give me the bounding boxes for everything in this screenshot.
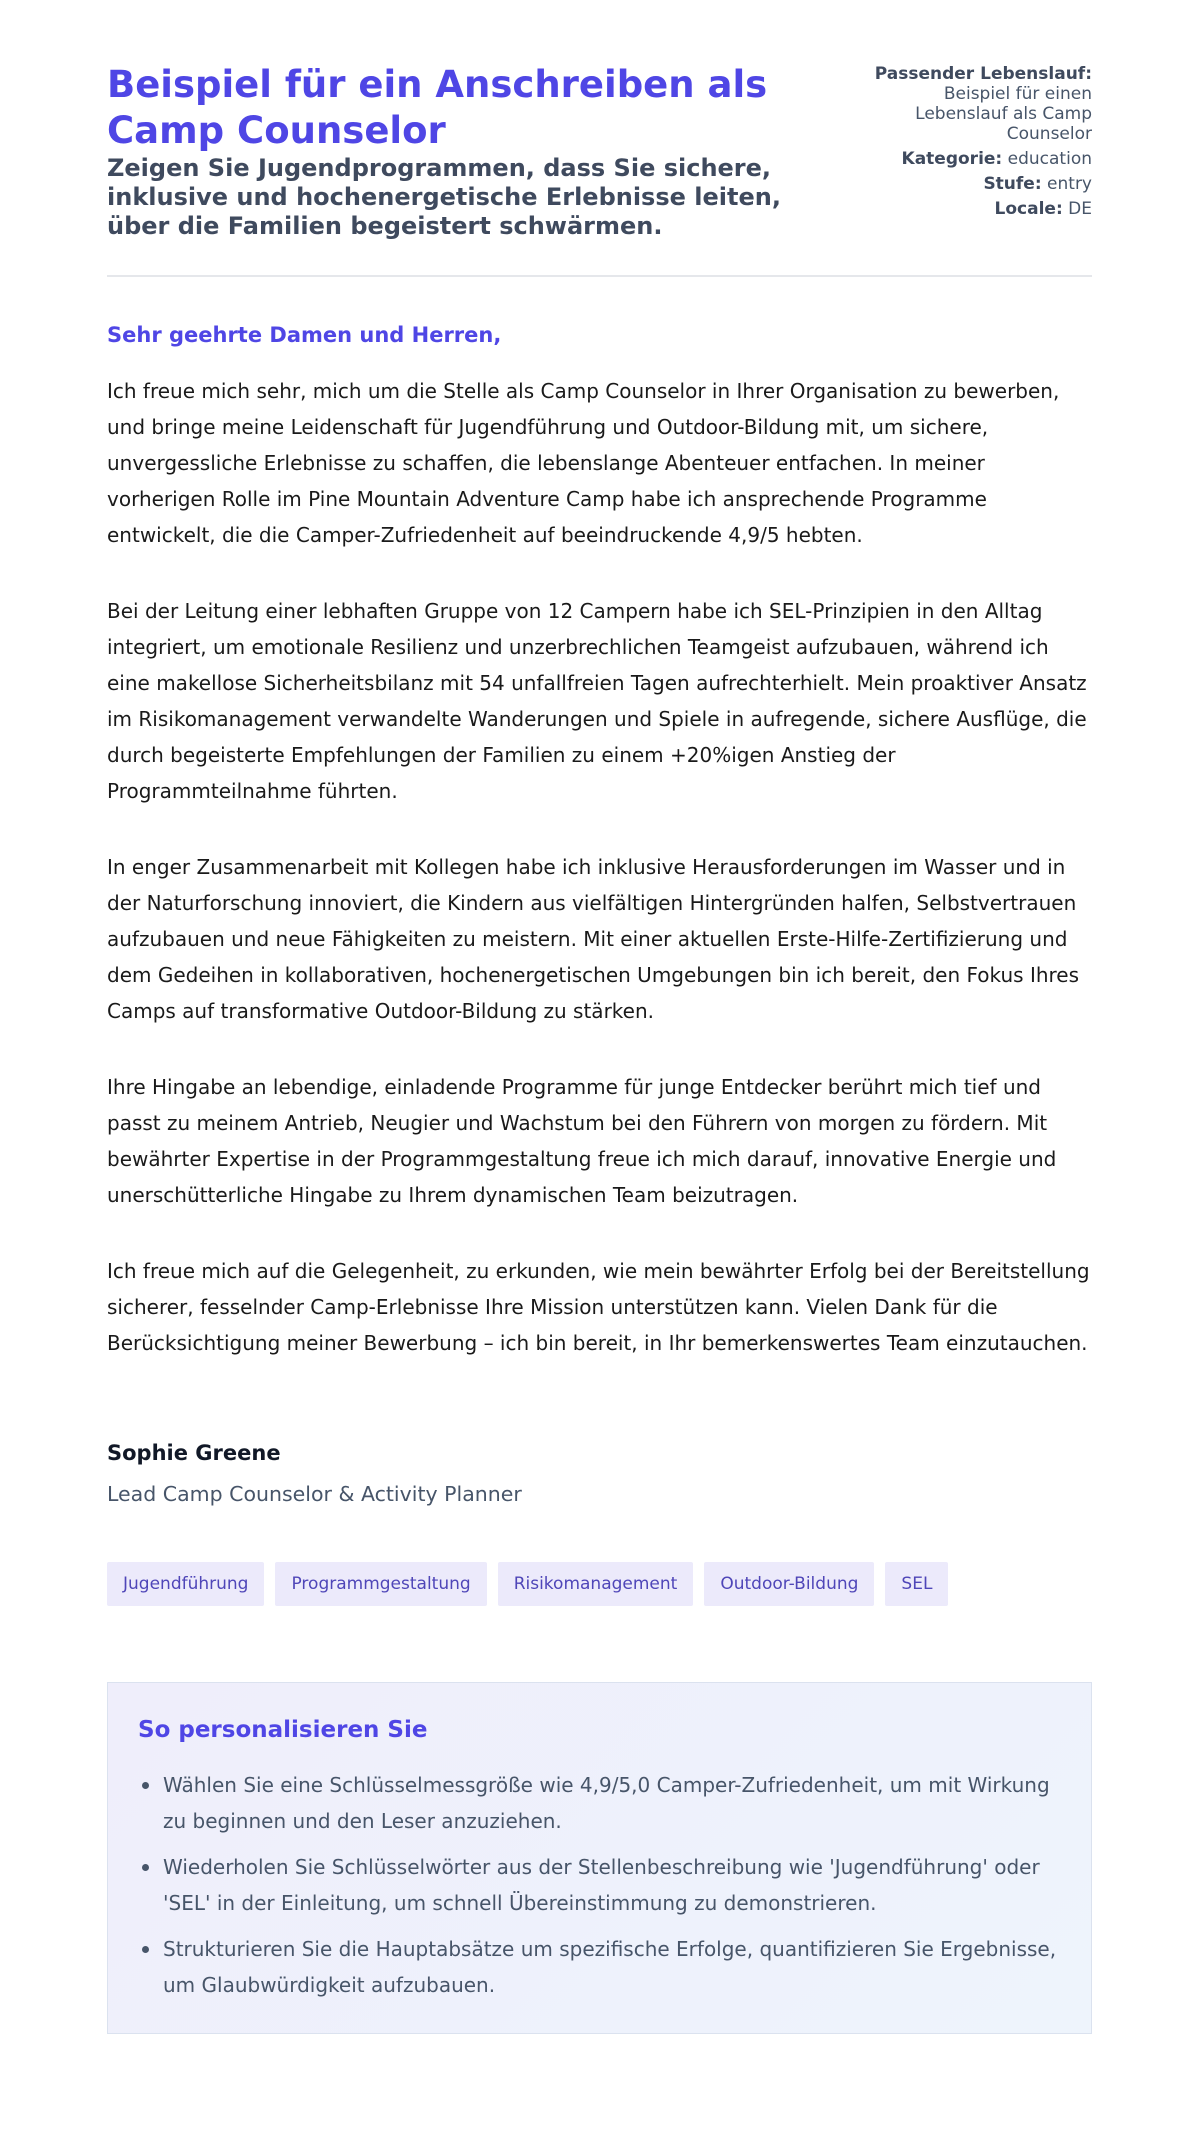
salutation: Sehr geehrte Damen und Herren, <box>107 323 502 347</box>
bullet-icon <box>142 1864 149 1871</box>
tips-list <box>138 1767 1061 2003</box>
signature-title: Lead Camp Counselor & Activity Planner <box>107 1482 522 1506</box>
tag-programmgestaltung[interactable]: Programmgestaltung <box>275 1562 486 1606</box>
letter-body <box>107 321 1092 1508</box>
signature-block <box>107 1439 1092 1508</box>
page-title: Beispiel für ein Anschreiben als Camp Counselor <box>107 63 768 152</box>
header-divider <box>107 275 1092 277</box>
page-header <box>107 62 1092 241</box>
personalization-tips-box <box>107 1682 1092 2034</box>
meta-locale-label: Locale: <box>994 199 1063 219</box>
skill-tags <box>107 1562 1092 1606</box>
meta-panel <box>862 64 1092 224</box>
meta-level <box>862 174 1092 194</box>
tips-list-item <box>138 1931 1061 2003</box>
tips-item-text: Wählen Sie eine Schlüsselmessgröße wie 4,9/5,0 Camper-Zufriedenheit, um mit Wirkung zu beginnen und den Leser anzuziehen. <box>163 1773 1050 1833</box>
bullet-icon <box>142 1782 149 1789</box>
letter-paragraphs <box>107 373 1092 1361</box>
tag-outdoor-bildung[interactable]: Outdoor-Bildung <box>704 1562 874 1606</box>
meta-category <box>862 149 1092 169</box>
cover-letter-page <box>107 0 1092 2034</box>
letter-paragraph: Ich freue mich sehr, mich um die Stelle als Camp Counselor in Ihrer Organisation zu bewerben, und bringe meine Leidenschaft für Jugendführung und Outdoor-Bildung mit, um sichere, unvergessliche Erlebnisse zu schaffen, die lebenslange Abenteuer entfachen. In meiner vorherigen Rolle im Pine Mountain Adventure Camp habe ich ansprechende Programme entwickelt, die die Camper-Zufriedenheit auf beeindruckende 4,9/5 hebten. <box>107 379 1060 547</box>
tips-list-item <box>138 1849 1061 1921</box>
signature-name: Sophie Greene <box>107 1441 281 1465</box>
bullet-icon <box>142 1946 149 1953</box>
page-subtitle: Zeigen Sie Jugendprogrammen, dass Sie sichere, inklusive und hochenergetische Erlebnisse leiten, über die Familien begeistert schwärmen. <box>107 154 781 240</box>
tag-sel[interactable]: SEL <box>885 1562 948 1606</box>
meta-matching-resume <box>862 64 1092 144</box>
tag-jugendfuehrung[interactable]: Jugendführung <box>107 1562 264 1606</box>
tag-risikomanagement[interactable]: Risikomanagement <box>498 1562 694 1606</box>
tips-title: So personalisieren Sie <box>138 1717 428 1743</box>
letter-paragraph: Bei der Leitung einer lebhaften Gruppe von 12 Campern habe ich SEL-Prinzipien in den Alltag integriert, um emotionale Resilienz und unzerbrechlichen Teamgeist aufzubauen, während ich eine makellose Sicherheitsbilanz mit 54 unfallfreien Tagen aufrechterhielt. Mein proaktiver Ansatz im Risikomanagement verwandelte Wanderungen und Spiele in aufregende, sichere Ausflüge, die durch begeisterte Empfehlungen der Familien zu einem +20%igen Anstieg der Programmteilnahme führten. <box>107 599 1087 803</box>
tips-list-item <box>138 1767 1061 1839</box>
letter-paragraph: Ich freue mich auf die Gelegenheit, zu erkunden, wie mein bewährter Erfolg bei der Bereitstellung sicherer, fesselnder Camp-Erlebnisse Ihre Mission unterstützen kann. Vielen Dank für die Berücksichtigung meiner Bewerbung – ich bin bereit, in Ihr bemerkenswertes Team einzutauchen. <box>107 1259 1090 1355</box>
meta-level-value: entry <box>1047 174 1092 194</box>
letter-paragraph: Ihre Hingabe an lebendige, einladende Programme für junge Entdecker berührt mich tief und passt zu meinem Antrieb, Neugier und Wachstum bei den Führern von morgen zu fördern. Mit bewährter Expertise in der Programmgestaltung freue ich mich darauf, innovative Energie und unerschütterliche Hingabe zu Ihrem dynamischen Team beizutragen. <box>107 1075 1057 1207</box>
tips-item-text: Strukturieren Sie die Hauptabsätze um spezifische Erfolge, quantifizieren Sie Ergebnisse, um Glaubwürdigkeit aufzubauen. <box>163 1937 1057 1997</box>
meta-locale <box>862 199 1092 219</box>
meta-resume-link[interactable]: Beispiel für einen Lebenslauf als Camp Counselor <box>915 84 1092 144</box>
meta-locale-value: DE <box>1068 199 1092 219</box>
header-title-block <box>107 62 827 241</box>
meta-resume-label: Passender Lebenslauf: <box>874 64 1092 84</box>
meta-category-label: Kategorie: <box>901 149 1003 169</box>
meta-category-value: education <box>1007 149 1092 169</box>
tips-item-text: Wiederholen Sie Schlüsselwörter aus der Stellenbeschreibung wie 'Jugendführung' oder 'SEL' in der Einleitung, um schnell Übereinstimmung zu demonstrieren. <box>163 1855 1040 1915</box>
letter-paragraph: In enger Zusammenarbeit mit Kollegen habe ich inklusive Herausforderungen im Wasser und in der Naturforschung innoviert, die Kindern aus vielfältigen Hintergründen halfen, Selbstvertrauen aufzubauen und neue Fähigkeiten zu meistern. Mit einer aktuellen Erste-Hilfe-Zertifizierung und dem Gedeihen in kollaborativen, hochenergetischen Umgebungen bin ich bereit, den Fokus Ihres Camps auf transformative Outdoor-Bildung zu stärken. <box>107 855 1080 1023</box>
meta-level-label: Stufe: <box>983 174 1042 194</box>
